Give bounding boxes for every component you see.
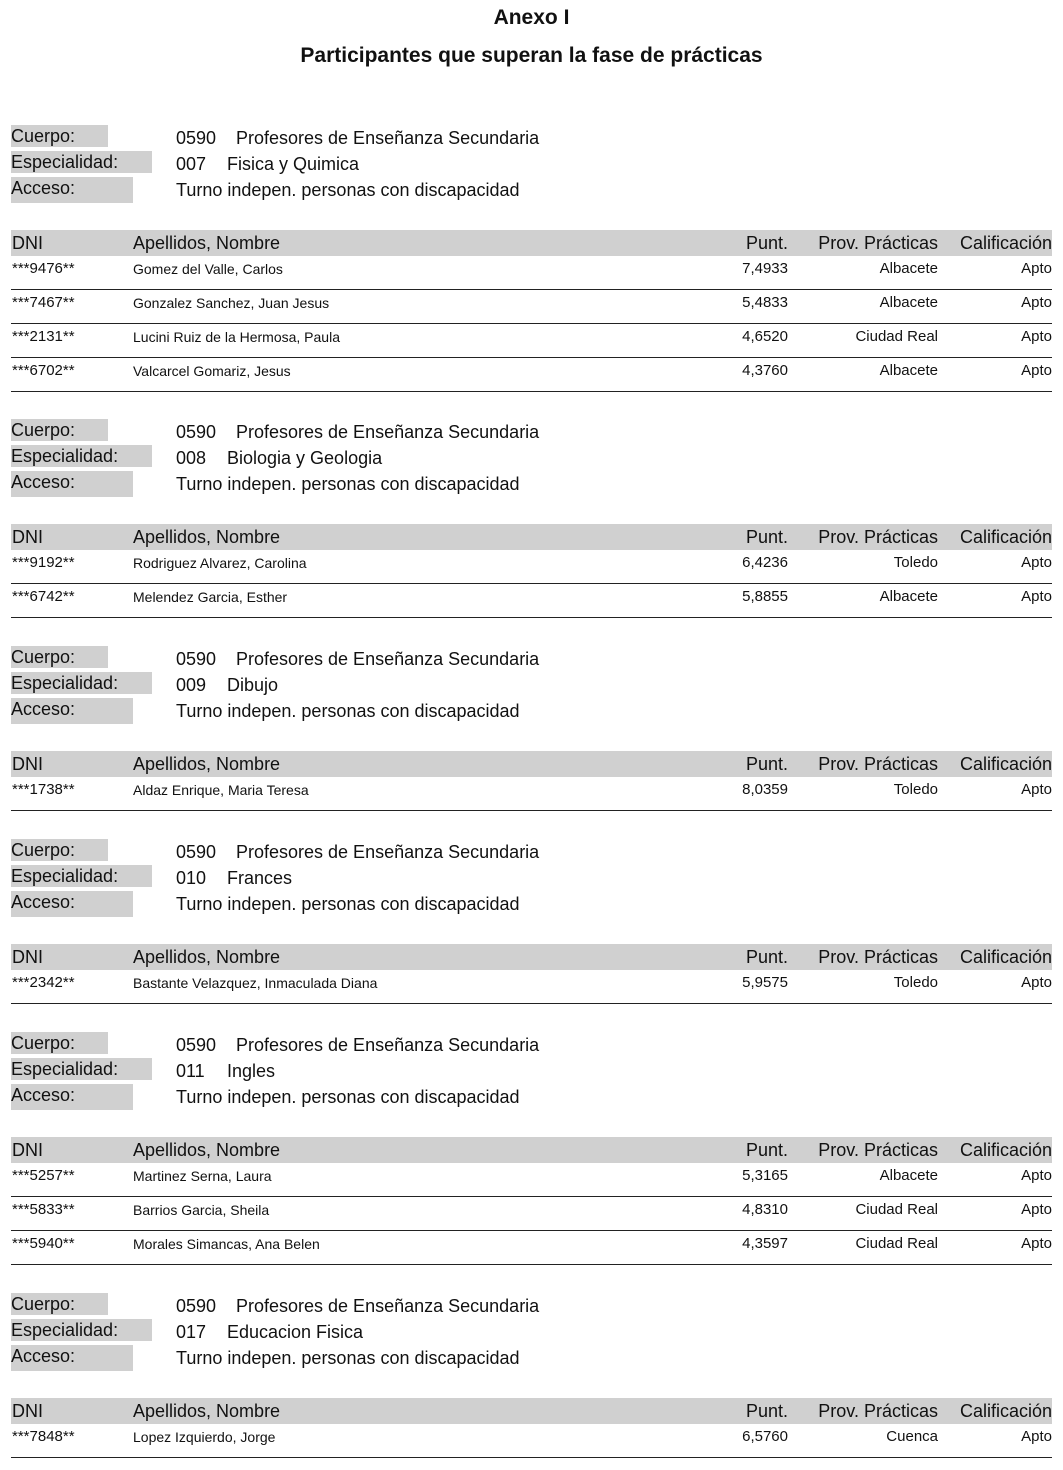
table-header [11,1398,1052,1424]
cuerpo-code: 0590 [176,422,217,442]
criteria-section [11,1032,1052,1252]
especialidad-value [176,153,359,175]
column-header-prov: Prov. Prácticas [818,233,938,253]
criteria-section [11,419,1052,605]
cell-prov: Ciudad Real [855,1235,938,1252]
acceso-value: Turno indepen. personas con discapacidad [176,894,520,914]
cell-punt: 7,4933 [742,260,788,277]
cell-prov: Albacete [879,362,938,379]
cell-dni: ***7467** [12,294,75,311]
cuerpo-label: Cuerpo: [11,646,108,668]
especialidad-code: 010 [176,868,207,888]
column-header-dni: DNI [12,527,43,547]
acceso-label: Acceso: [11,177,133,203]
column-header-calificacion: Calificación [959,1140,1052,1160]
acceso-value: Turno indepen. personas con discapacidad [176,180,520,200]
cuerpo-name: Profesores de Enseñanza Secundaria [236,422,540,442]
column-header-punt: Punt. [745,754,788,774]
column-header-nombre: Apellidos, Nombre [133,947,281,967]
cuerpo-name: Profesores de Enseñanza Secundaria [236,649,540,669]
column-header-prov: Prov. Prácticas [818,947,938,967]
column-header-dni: DNI [12,233,43,253]
especialidad-value [176,447,382,469]
column-header-punt: Punt. [745,1401,788,1421]
cell-calificacion: Apto [1021,294,1052,311]
column-header-punt: Punt. [745,1140,788,1160]
cell-nombre: Lopez Izquierdo, Jorge [133,1429,276,1445]
especialidad-name: Fisica y Quimica [227,154,360,174]
cell-calificacion: Apto [1021,974,1052,991]
table-row [11,256,1052,290]
especialidad-value [176,1060,275,1082]
cuerpo-code: 0590 [176,128,217,148]
cell-dni: ***5257** [12,1167,75,1184]
acceso-value: Turno indepen. personas con discapacidad [176,1087,520,1107]
cell-nombre: Aldaz Enrique, Maria Teresa [133,782,309,798]
criteria-section [11,646,1052,798]
especialidad-value [176,674,278,696]
column-header-calificacion: Calificación [959,527,1052,547]
cuerpo-name: Profesores de Enseñanza Secundaria [236,842,540,862]
cell-calificacion: Apto [1021,1167,1052,1184]
table-row [11,324,1052,358]
criteria-section [11,839,1052,991]
column-header-calificacion: Calificación [959,1401,1052,1421]
table-row [11,777,1052,811]
especialidad-value [176,867,292,889]
column-header-nombre: Apellidos, Nombre [133,754,281,774]
column-header-nombre: Apellidos, Nombre [133,233,281,253]
cell-punt: 4,3760 [742,362,788,379]
cell-calificacion: Apto [1021,588,1052,605]
cuerpo-label: Cuerpo: [11,839,108,861]
column-header-nombre: Apellidos, Nombre [133,1140,281,1160]
especialidad-label: Especialidad: [11,1058,152,1080]
cell-punt: 4,8310 [742,1201,788,1218]
acceso-value: Turno indepen. personas con discapacidad [176,701,520,721]
cell-punt: 5,3165 [742,1167,788,1184]
table-header [11,524,1052,550]
column-header-nombre: Apellidos, Nombre [133,527,281,547]
cuerpo-name: Profesores de Enseñanza Secundaria [236,1035,540,1055]
especialidad-name: Dibujo [227,675,279,695]
column-header-punt: Punt. [745,233,788,253]
especialidad-label: Especialidad: [11,865,152,887]
cuerpo-name: Profesores de Enseñanza Secundaria [236,128,540,148]
cell-dni: ***5833** [12,1201,75,1218]
cell-nombre: Barrios Garcia, Sheila [133,1202,270,1218]
cell-dni: ***6742** [12,588,75,605]
column-header-punt: Punt. [745,527,788,547]
cell-calificacion: Apto [1021,1428,1052,1445]
cuerpo-code: 0590 [176,1296,217,1316]
especialidad-name: Frances [227,868,293,888]
cell-dni: ***9476** [12,260,75,277]
table-header [11,230,1052,256]
cell-punt: 4,3597 [742,1235,788,1252]
cell-nombre: Lucini Ruiz de la Hermosa, Paula [133,329,340,345]
especialidad-name: Ingles [227,1061,276,1081]
cuerpo-name: Profesores de Enseñanza Secundaria [236,1296,540,1316]
criteria-section [11,125,1052,379]
cell-nombre: Rodriguez Alvarez, Carolina [133,555,307,571]
table-row [11,1424,1052,1458]
cell-prov: Toledo [893,974,938,991]
acceso-label: Acceso: [11,1084,133,1110]
cuerpo-value [176,1295,539,1317]
cell-prov: Ciudad Real [855,328,938,345]
column-header-prov: Prov. Prácticas [818,1140,938,1160]
cell-nombre: Bastante Velazquez, Inmaculada Diana [133,975,378,991]
acceso-label: Acceso: [11,698,133,724]
column-header-dni: DNI [12,1140,43,1160]
cell-calificacion: Apto [1021,328,1052,345]
acceso-label: Acceso: [11,471,133,497]
cell-nombre: Martinez Serna, Laura [133,1168,272,1184]
cell-calificacion: Apto [1021,362,1052,379]
especialidad-name: Biologia y Geologia [227,448,383,468]
especialidad-name: Educacion Fisica [227,1322,364,1342]
cell-nombre: Gonzalez Sanchez, Juan Jesus [133,295,330,311]
table-row [11,584,1052,618]
cuerpo-value [176,421,539,443]
cuerpo-code: 0590 [176,1035,217,1055]
column-header-prov: Prov. Prácticas [818,754,938,774]
cell-nombre: Valcarcel Gomariz, Jesus [133,363,291,379]
column-header-nombre: Apellidos, Nombre [133,1401,281,1421]
cuerpo-label: Cuerpo: [11,125,108,147]
column-header-punt: Punt. [745,947,788,967]
cell-dni: ***2342** [12,974,75,991]
cell-nombre: Morales Simancas, Ana Belen [133,1236,320,1252]
column-header-calificacion: Calificación [959,754,1052,774]
especialidad-value [176,1321,363,1343]
cell-prov: Toledo [893,554,938,571]
cuerpo-code: 0590 [176,649,217,669]
cell-calificacion: Apto [1021,260,1052,277]
column-header-dni: DNI [12,1401,43,1421]
cell-dni: ***2131** [12,328,75,345]
cell-prov: Albacete [879,588,938,605]
especialidad-label: Especialidad: [11,672,152,694]
cuerpo-value [176,127,539,149]
cell-punt: 8,0359 [742,781,788,798]
column-header-calificacion: Calificación [959,233,1052,253]
cell-calificacion: Apto [1021,1201,1052,1218]
cell-punt: 4,6520 [742,328,788,345]
page-title: Anexo I [493,6,570,29]
table-header [11,944,1052,970]
cuerpo-label: Cuerpo: [11,1032,108,1054]
especialidad-label: Especialidad: [11,445,152,467]
cell-prov: Albacete [879,260,938,277]
cell-prov: Toledo [893,781,938,798]
cell-dni: ***1738** [12,781,75,798]
cell-prov: Albacete [879,1167,938,1184]
especialidad-label: Especialidad: [11,1319,152,1341]
cell-dni: ***9192** [12,554,75,571]
cell-prov: Ciudad Real [855,1201,938,1218]
criteria-section [11,1293,1052,1445]
cuerpo-code: 0590 [176,842,217,862]
acceso-label: Acceso: [11,1345,133,1371]
cell-punt: 6,4236 [742,554,788,571]
table-row [11,550,1052,584]
especialidad-code: 017 [176,1322,207,1342]
cell-nombre: Melendez Garcia, Esther [133,589,288,605]
cell-prov: Cuenca [886,1428,938,1445]
cell-punt: 5,9575 [742,974,788,991]
especialidad-code: 008 [176,448,207,468]
cuerpo-value [176,648,539,670]
cuerpo-value [176,841,539,863]
especialidad-label: Especialidad: [11,151,152,173]
cell-dni: ***7848** [12,1428,75,1445]
table-row [11,358,1052,392]
especialidad-code: 009 [176,675,207,695]
table-row [11,1231,1052,1265]
cell-calificacion: Apto [1021,1235,1052,1252]
cell-punt: 5,4833 [742,294,788,311]
especialidad-code: 007 [176,154,207,174]
cell-punt: 5,8855 [742,588,788,605]
cuerpo-label: Cuerpo: [11,419,108,441]
cell-punt: 6,5760 [742,1428,788,1445]
column-header-prov: Prov. Prácticas [818,1401,938,1421]
table-row [11,1197,1052,1231]
cell-prov: Albacete [879,294,938,311]
acceso-value: Turno indepen. personas con discapacidad [176,1348,520,1368]
table-row [11,1163,1052,1197]
especialidad-code: 011 [176,1061,205,1081]
cell-dni: ***6702** [12,362,75,379]
cell-nombre: Gomez del Valle, Carlos [133,261,283,277]
column-header-calificacion: Calificación [959,947,1052,967]
column-header-dni: DNI [12,947,43,967]
table-row [11,970,1052,1004]
column-header-dni: DNI [12,754,43,774]
cuerpo-label: Cuerpo: [11,1293,108,1315]
cuerpo-value [176,1034,539,1056]
cell-calificacion: Apto [1021,781,1052,798]
table-header [11,1137,1052,1163]
page-subtitle: Participantes que superan la fase de prácticas [300,44,763,67]
acceso-value: Turno indepen. personas con discapacidad [176,474,520,494]
table-header [11,751,1052,777]
cell-calificacion: Apto [1021,554,1052,571]
column-header-prov: Prov. Prácticas [818,527,938,547]
acceso-label: Acceso: [11,891,133,917]
cell-dni: ***5940** [12,1235,75,1252]
table-row [11,290,1052,324]
